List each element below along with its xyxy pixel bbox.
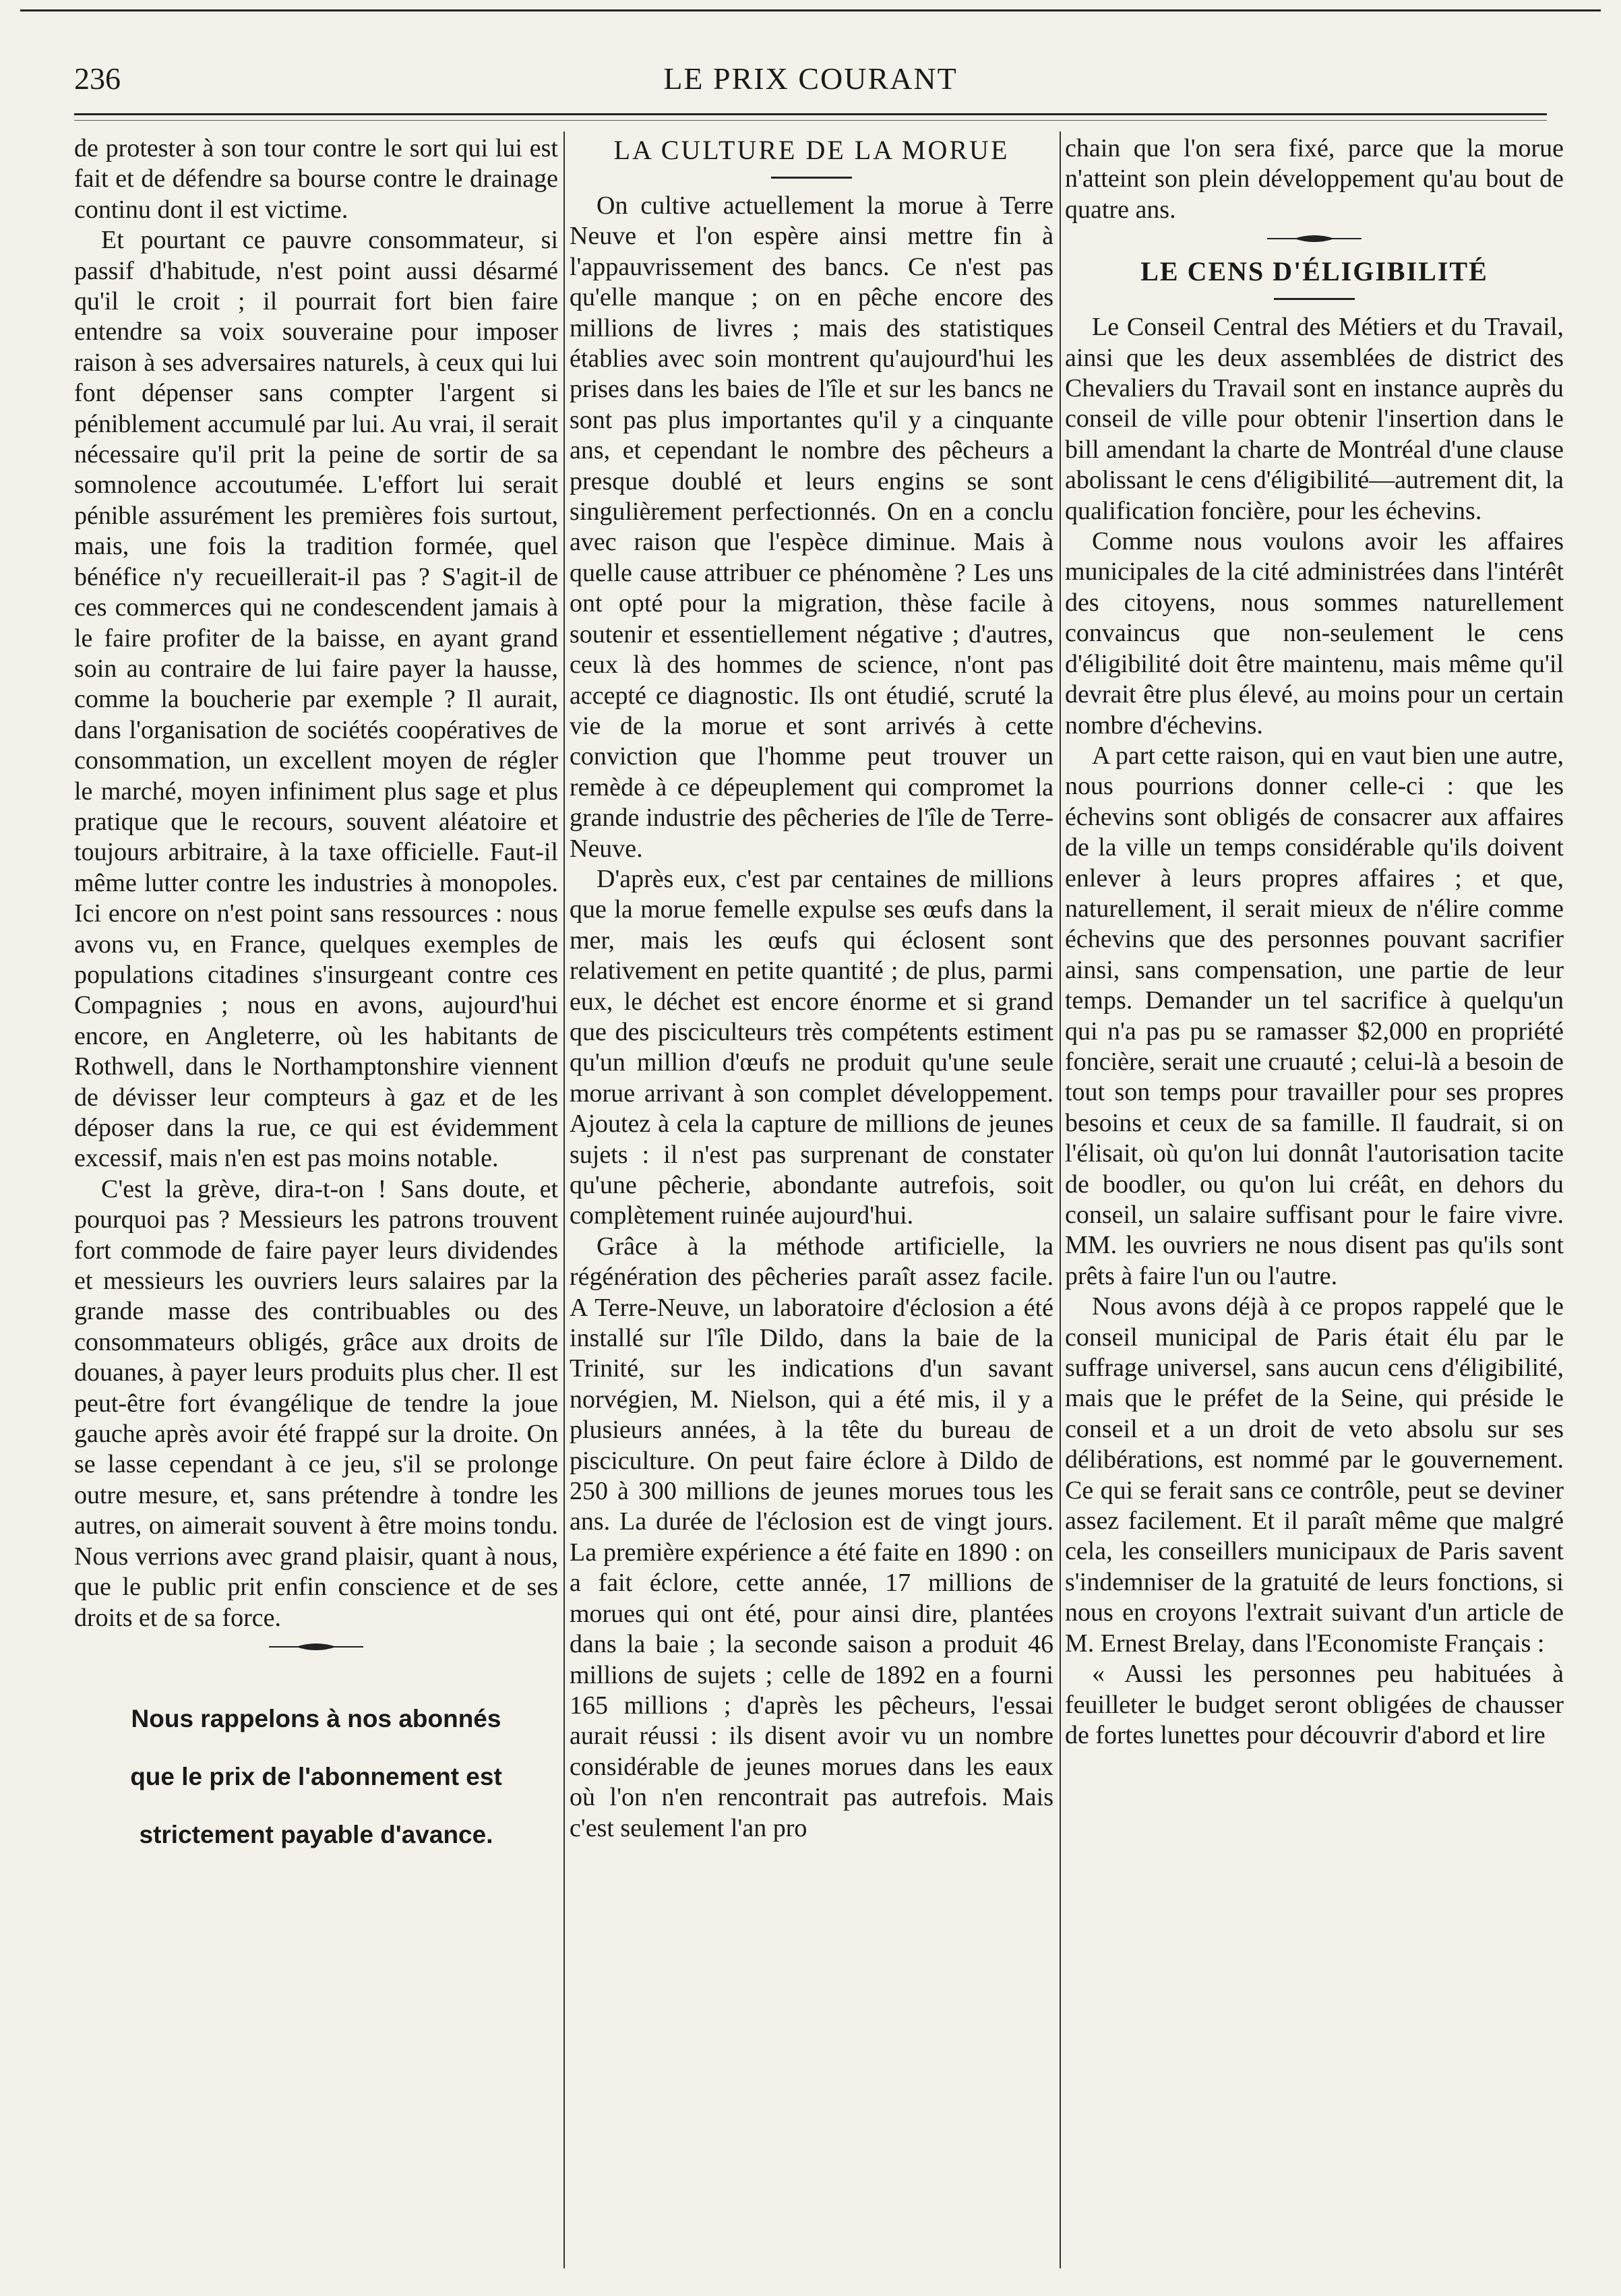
article-title: LA CULTURE DE LA MORUE	[613, 135, 1010, 165]
notice-line: que le prix de l'abonnement est	[130, 1762, 502, 1790]
article-title: LE CENS D'ÉLIGIBILITÉ	[1140, 256, 1488, 287]
top-rule	[20, 9, 1601, 11]
paragraph: Grâce à la méthode artificielle, la régénération des pêcheries paraît assez facile. A Terre-Neuve, un laboratoire d'éclosion a été installé sur l'île Dildo, dans la baie de la Trinité, sur les indications d'un savant norvégien, M. Nielson, qui a été mis, il y a plusieurs années, à la tête du bureau de pisciculture. On peut faire éclore à Dildo de 250 à 300 millions de jeunes morues tous les ans. La durée de l'éclosion est de vingt jours. La première expérience a été faite en 1890 : on a fait éclore, cette année, 17 millions de morues qui ont été, pour ainsi dire, plantées dans la baie ; la seconde saison a produit 46 millions de sujets ; celle de 1892 en a fourni 165 millions ; d'après les pêcheurs, l'essai aurait réussi : ils disent avoir vu un nombre considérable de jeunes morues dans les eaux où l'on n'en rencontrait pas autrefois. Mais c'est seulement l'an pro	[570, 1232, 1053, 1842]
paragraph: A part cette raison, qui en vaut bien une autre, nous pourrions donner celle-ci : que les échevins sont obligés de consacrer aux affaires de la ville un temps considérable qu'ils doivent enlever à leurs propres affaires ; et que, naturellement, il serait mieux de n'élire comme échevins que des personnes pouvant sacrifier ainsi, sans compensation, une partie de leur temps. Demander un tel sacrifice à quelqu'un qui n'a pas pu se ramasser $2,000 en propriété foncière, serait une cruauté ; celui-là a besoin de tout son temps pour travailler pour ses propres besoins et ceux de sa famille. Il faudrait, si on l'élisait, où qu'on lui donnât l'autorisation tacite de boodler, ou qu'on lui créât, en dehors du conseil, un salaire suffisant pour le faire vivre. MM. les ouvriers ne nous disent pas qu'ils sont prêts à faire l'un ou l'autre.	[1065, 741, 1564, 1290]
subscription-notice	[74, 1690, 558, 1864]
page-header	[74, 61, 1547, 108]
column-2	[570, 133, 1053, 2257]
page-number: 236	[74, 61, 121, 96]
paragraph: de protester à son tour contre le sort qui lui est fait et de défendre sa bourse contre le drainage continu dont il est victime.	[74, 134, 558, 224]
header-rule-thin	[74, 120, 1547, 121]
ornament-divider-icon	[1267, 232, 1362, 245]
title-rule	[771, 177, 852, 179]
running-title: LE PRIX COURANT	[663, 61, 958, 96]
ornament-divider-icon	[269, 1640, 363, 1654]
column-3	[1065, 133, 1564, 2257]
paragraph: Le Conseil Central des Métiers et du Travail, ainsi que les deux assemblées de district des Chevaliers du Travail sont en instance auprès du conseil de ville pour obtenir l'insertion dans le bill amendant la charte de Montréal d'une clause abolissant le cens d'éligibilité—autrement dit, la qualification foncière, pour les échevins.	[1065, 313, 1564, 525]
column-divider-2	[1060, 131, 1061, 2268]
paragraph: C'est la grève, dira-t-on ! Sans doute, et pourquoi pas ? Messieurs les patrons trouvent fort commode de faire payer leurs dividendes et messieurs les ouvriers leurs salaires par la grande masse des contribuables ou des consommateurs obligés, grâce aux droits de douanes, à payer leurs produits plus cher. Il est peut-être fort évangélique de tendre la joue gauche après avoir été frappé sur la droite. On se lasse cependant à ce jeu, s'il se prolonge outre mesure, et, sans prétendre à tondre les autres, on aimerait souvent à être moins tondu. Nous verrions avec grand plaisir, quant à nous, que le public prit enfin conscience et de ses droits et de sa force.	[74, 1174, 558, 1632]
column-divider-1	[563, 131, 565, 2268]
paragraph: D'après eux, c'est par centaines de millions que la morue femelle expulse ses œufs dans la mer, mais les œufs qui éclosent sont relativement en petite quantité ; de plus, parmi eux, le déchet est encore énorme et si grand que des pisciculteurs très compétents estiment qu'un million d'œufs ne produit qu'une seule morue arrivant à son complet développement. Ajoutez à cela la capture de millions de jeunes sujets : il n'est pas surprenant de constater qu'une pêcherie, abondante autrefois, soit complètement ruinée aujourd'hui.	[570, 864, 1053, 1230]
paragraph: « Aussi les personnes peu habituées à feuilleter le budget seront obligées de chausser de fortes lunettes pour découvrir d'abord et lire	[1065, 1660, 1564, 1749]
column-1	[74, 133, 558, 2257]
paragraph: Comme nous voulons avoir les affaires municipales de la cité administrées dans l'intérêt des citoyens, nous sommes naturellement convaincus que non-seulement le cens d'éligibilité doit être maintenu, mais même qu'il devrait être plus élevé, au moins pour un certain nombre d'échevins.	[1065, 527, 1564, 739]
header-rule	[74, 113, 1547, 115]
notice-line: strictement payable d'avance.	[139, 1820, 493, 1848]
paragraph: Nous avons déjà à ce propos rappelé que le conseil municipal de Paris était élu par le suffrage universel, sans aucun cens d'éligibilité, mais que le préfet de la Seine, qui préside le conseil et a un droit de veto absolu sur ses délibérations, est nommé par le gouvernement. Ce qui se ferait sans ce contrôle, peut se deviner assez facilement. Et il paraît même que malgré cela, les conseillers municipaux de Paris savent s'indemniser de la gratuité de leurs fonctions, si nous en croyons l'extrait suivant d'un article de M. Ernest Brelay, dans l'Economiste Français :	[1065, 1292, 1564, 1658]
spacer	[74, 1663, 558, 1690]
paragraph: Et pourtant ce pauvre consommateur, si passif d'habitude, n'est point aussi désarmé qu'il le croit ; il pourrait fort bien faire entendre sa voix souveraine pour imposer raison à ses adversaires naturels, à ceux qui lui font dépenser sans compter l'argent si péniblement accumulé par lui. Au vrai, il serait nécessaire qu'il prit la peine de sortir de sa somnolence accoutumée. L'effort lui serait pénible assurément les premières fois surtout, mais, une fois la tradition formée, quel bénéfice n'y recueillerait-il pas ? S'agit-il de ces commerces qui ne condescendent jamais à le faire profiter de la baisse, en ayant grand soin au contraire de lui faire payer la hausse, comme la boucherie par exemple ? Il aurait, dans l'organisation de sociétés coopératives de consommation, un excellent moyen de régler le marché, moyen infiniment plus sage et plus pratique que le recours, souvent aléatoire et toujours arbitraire, à la taxe officielle. Faut-il même lutter contre les industries à monopoles. Ici encore on n'est point sans ressources : nous avons vu, en France, quelques exemples de populations citadines s'insurgeant contre ces Compagnies ; nous en avons, aujourd'hui encore, en Angleterre, où les habitants de Rothwell, dans le Northamptonshire viennent de dévisser leur compteurs à gaz et de les déposer dans la rue, ce qui est évidemment excessif, mais n'en est pas moins notable.	[74, 226, 558, 1173]
title-rule	[1274, 298, 1355, 300]
notice-line: Nous rappelons à nos abonnés	[131, 1704, 501, 1732]
paragraph: On cultive actuellement la morue à Terre Neuve et l'on espère ainsi mettre fin à l'appauvrissement des bancs. Ce n'est pas qu'elle manque ; on en pêche encore des millions de livres ; mais des statistiques établies avec soin montrent qu'aujourd'hui les prises dans les baies de l'île et sur les bancs ne sont pas plus importantes qu'il y a cinquante ans, et cependant le nombre des pêcheurs a presque doublé et leurs engins se sont singulièrement perfectionnés. On en a conclu avec raison que l'espèce diminue. Mais à quelle cause attribuer ce phénomène ? Les uns ont opté pour la migration, thèse facile à soutenir et essentiellement négative ; d'autres, ceux là des hommes de science, n'ont pas accepté ce diagnostic. Ils ont étudié, scruté la vie de la morue et sont arrivés à cette conviction que l'homme peut trouver un remède à ce dépeuplement qui compromet la grande industrie des pêcheries de l'île de Terre-Neuve.	[570, 191, 1053, 863]
paragraph: chain que l'on sera fixé, parce que la morue n'atteint son plein développement qu'au bout de quatre ans.	[1065, 134, 1564, 224]
